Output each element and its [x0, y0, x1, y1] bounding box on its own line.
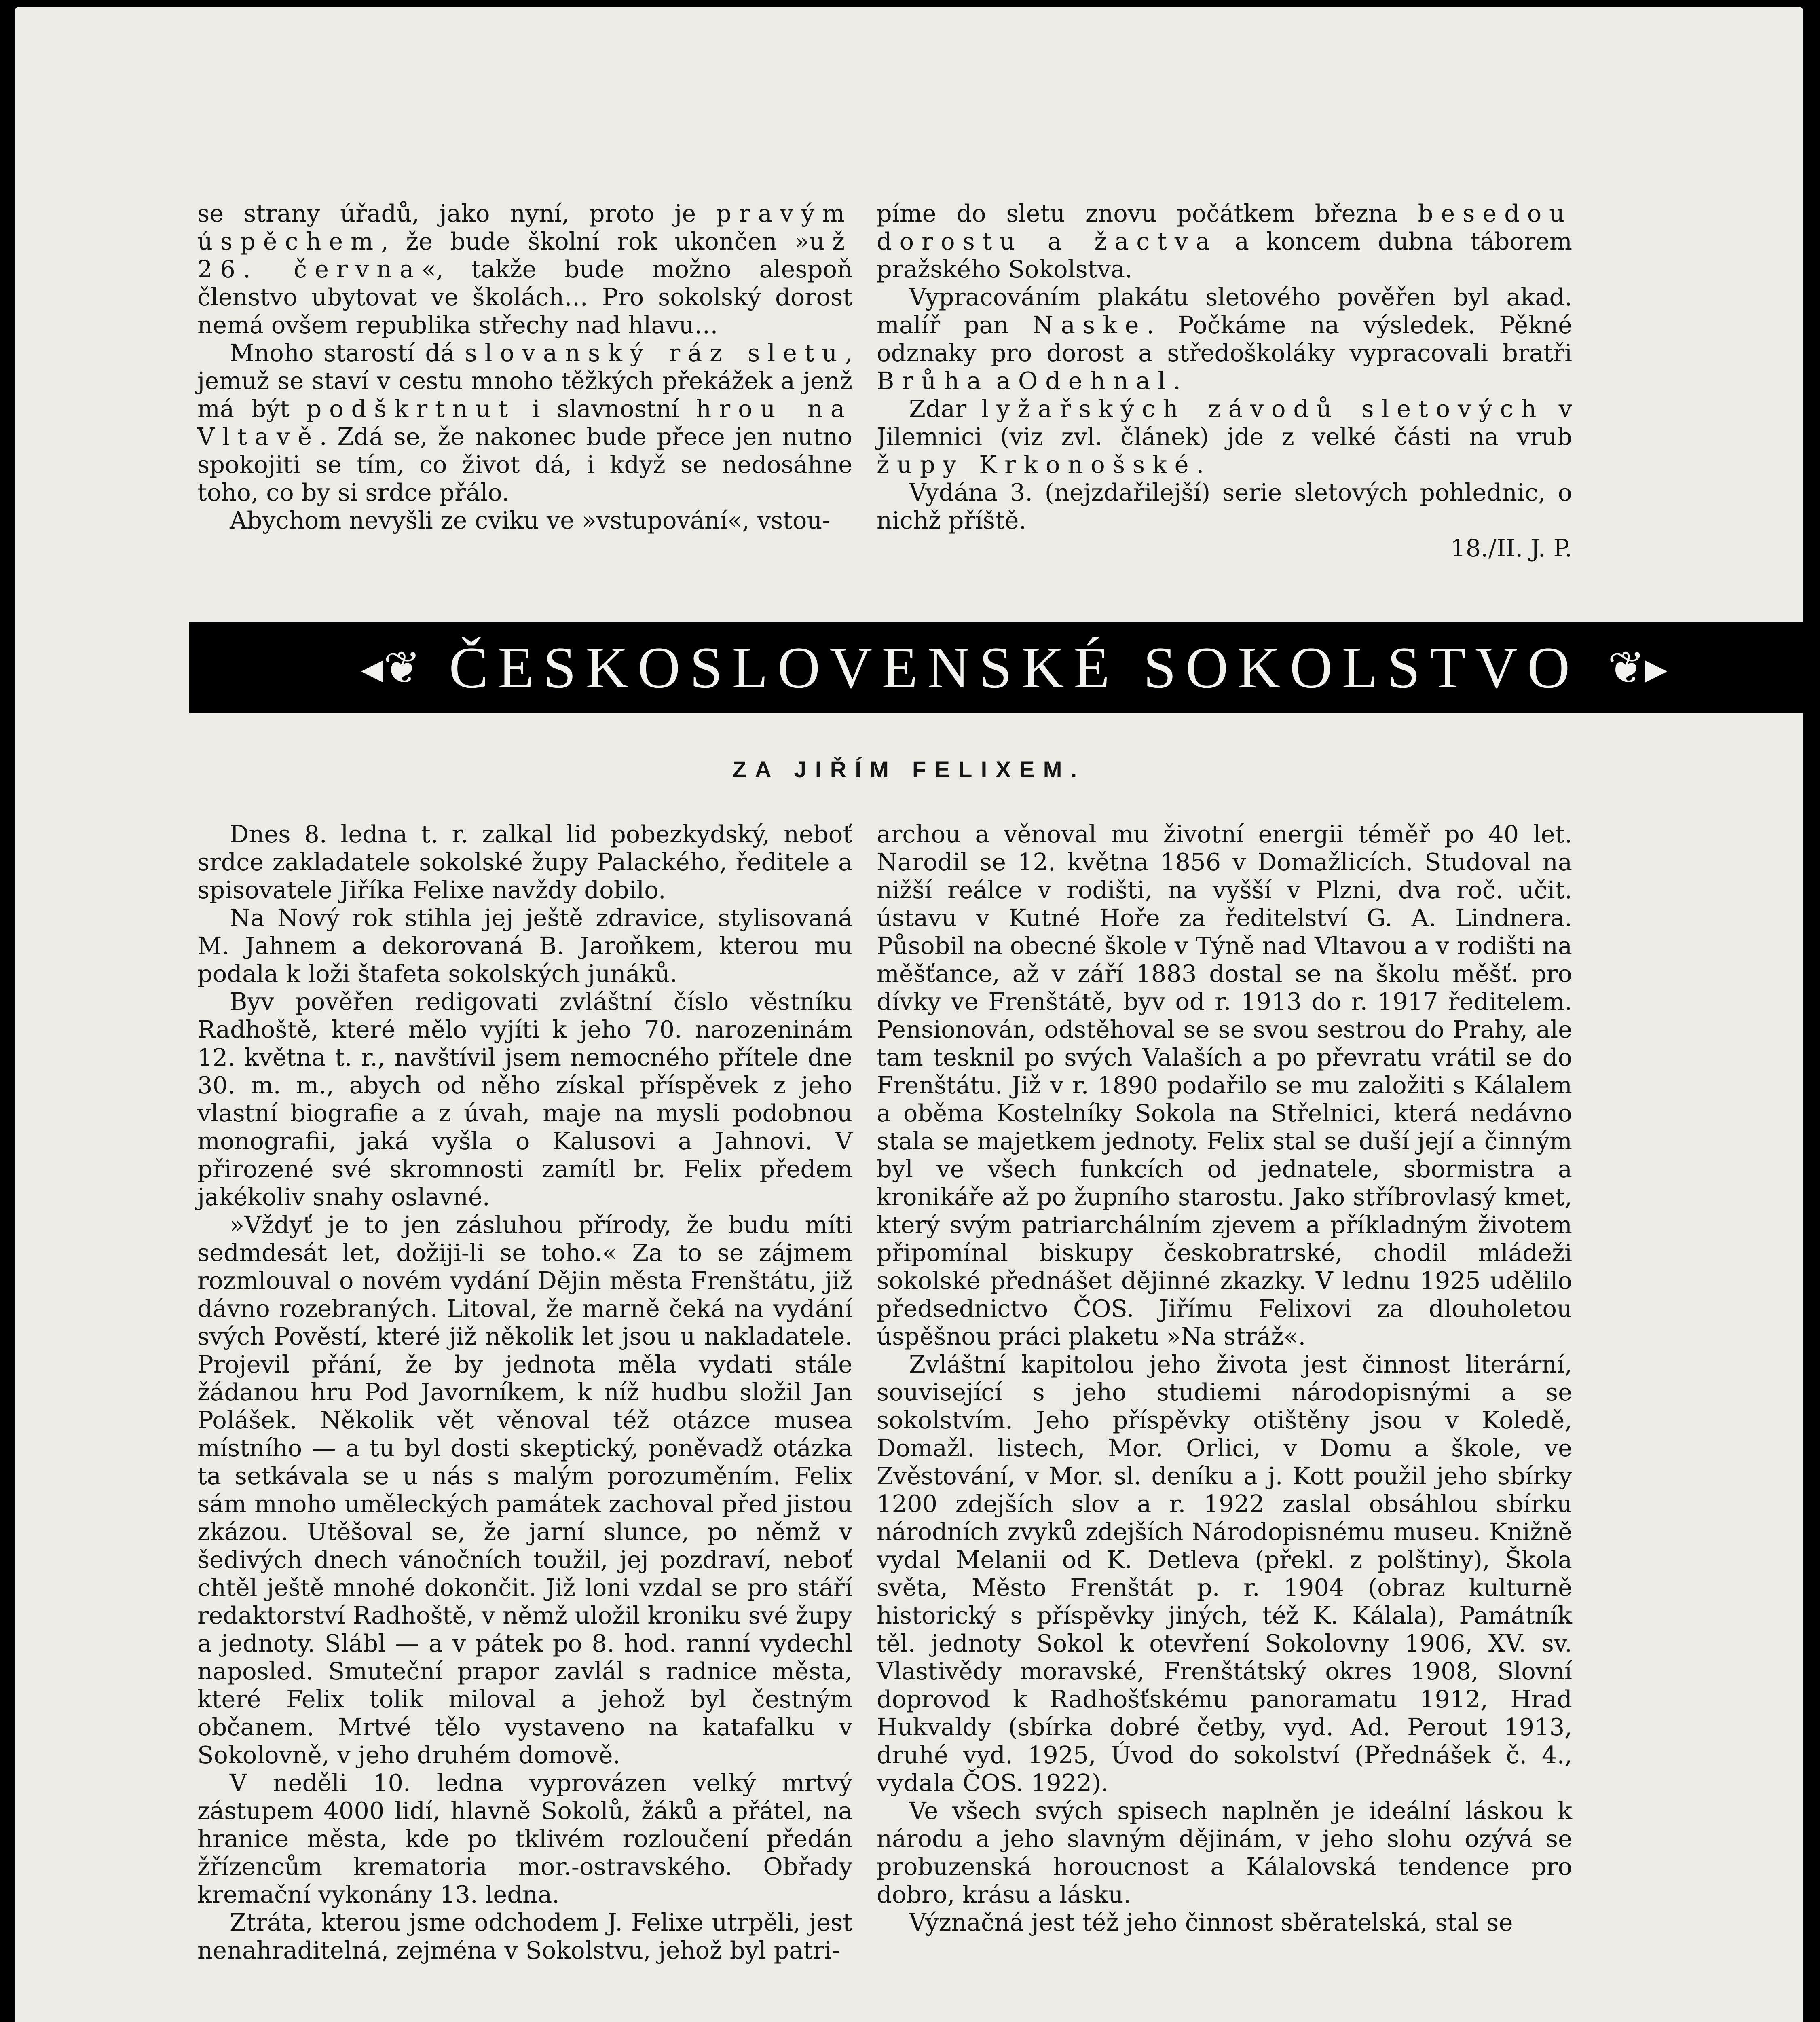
paragraph: se strany úřadů, jako nyní, proto je pravým úspěchem, že bude školní rok ukončen »už 26. června«, takže bude možno alespoň členstvo ubytovat ve školách… Pro sokolský dorost nemá ovšem republika střechy nad hlavu… — [197, 199, 852, 339]
bottom-right-column — [877, 820, 1572, 1936]
paragraph: Abychom nevyšli ze cviku ve »vstupování«, vstou- — [230, 506, 831, 534]
signature-initials: J. P. — [1530, 534, 1572, 562]
signature-date: 18./II. — [1450, 534, 1523, 562]
right-ornament-icon: ❦▸ — [1607, 641, 1668, 694]
paragraph: Ztráta, kterou jsme odchodem J. Felixe utrpěli, jest nenahraditelná, zejména v Sokolstvu, jehož byl patri- — [197, 1908, 852, 1964]
paragraph: Vypracováním plakátu sletového pověřen byl akad. malíř pan Naske. Počkáme na výsledek. Pěkné odznaky pro dorost a středoškoláky vypracovali bratři Brůha a Odehnal. — [877, 283, 1573, 395]
section-banner — [189, 622, 1803, 713]
newspaper-page — [15, 7, 1803, 2022]
paragraph: »Vždyť je to jen zásluhou přírody, že budu míti sedmdesát let, dožiji-li se toho.« Za to se zájmem rozmlouval o novém vydání Dějin města Frenštátu, již dávno rozebraných. Litoval, že marně čeká na vydání svých Pověstí, které již několik let jsou u nakladatele. Projevil přání, že by jednota měla vydati stále žádanou hru Pod Javorníkem, k níž hudbu složil Jan Polášek. Několik vět věnoval též otázce musea místního — a tu byl dosti skeptický, poněvadž otázka ta setkávala se u nás s malým porozuměním. Felix sám mnoho uměleckých památek zachoval před jistou zkázou. Utěšoval se, že jarní slunce, po němž v šedivých dnech vánočních toužil, jej pozdraví, neboť chtěl ještě mnohé dokončit. Již loni vzdal se pro stáří redaktorství Radhoště, v němž uložil kroniku své župy a jednoty. Slábl — a v pátek po 8. hod. ranní vydechl naposled. Smuteční prapor zavlál s radnice města, které Felix tolik miloval a jehož byl čestným občanem. Mrtvé tělo vystaveno na katafalku v Sokolovně, v jeho druhém domově. — [197, 1211, 852, 1769]
paragraph: Ve všech svých spisech naplněn je ideální láskou k národu a jeho slavným dějinám, v jeho slohu ozývá se probuzenská horoucnost a Kálalovská tendence pro dobro, krásu a lásku. — [877, 1797, 1572, 1908]
paragraph: Dnes 8. ledna t. r. zalkal lid pobezkydský, neboť srdce zakladatele sokolské župy Palackého, ředitele a spisovatele Jiříka Felixe navždy dobilo. — [197, 820, 852, 904]
paragraph: Význačná jest též jeho činnost sběratelská, stal se — [909, 1908, 1513, 1936]
signature-line — [877, 534, 1572, 562]
paragraph: Zvláštní kapitolou jeho života jest činnost literární, související s jeho studiemi národopisnými a se sokolstvím. Jeho příspěvky otištěny jsou v Koledě, Domažl. listech, Mor. Orlici, v Domu a škole, ve Zvěstování, v Mor. sl. deníku a j. Kott použil jeho sbírky 1200 zdejších slov a r. 1922 zaslal obsáhlou sbírku národních zvyků zdejších Národopisnému museu. Knižně vydal Melanii od K. Detleva (překl. z polštiny), Škola světa, Město Frenštát p. r. 1904 (obraz kulturně historický s příspěvky jiných, též K. Kálala), Památník těl. jednoty Sokol k otevření Sokolovny 1906, XV. sv. Vlastivědy moravské, Frenštátský okres 1908, Slovní doprovod k Radhošťskému panoramatu 1912, Hrad Hukvaldy (sbírka dobré četby, vyd. Ad. Perout 1913, druhé vyd. 1925, Úvod do sokolství (Přednášek č. 4., vydala ČOS. 1922). — [877, 1350, 1572, 1797]
paragraph: píme do sletu znovu počátkem března besedou dorostu a žactva a koncem dubna táborem pražského Sokolstva. — [877, 199, 1572, 283]
top-left-column — [197, 199, 852, 534]
paragraph: Vydána 3. (nejzdařilejší) serie sletových pohlednic, o nichž příště. — [877, 478, 1572, 534]
top-right-column — [877, 199, 1572, 562]
paragraph: archou a věnoval mu životní energii téměř po 40 let. Narodil se 12. května 1856 v Domažlicích. Studoval na nižší reálce v rodišti, na vyšší v Plzni, dva roč. učit. ústavu v Kutné Hoře za ředitelství G. A. Lindnera. Působil na obecné škole v Týně nad Vltavou a v rodišti na měšťance, až v září 1883 dostal se na školu měšť. pro dívky ve Frenštátě, byv od r. 1913 do r. 1917 ředitelem. Pensionován, odstěhoval se se svou sestrou do Prahy, ale tam tesknil po svých Valaších a po převratu vrátil se do Frenštátu. Již v r. 1890 podařilo se mu založiti s Kálalem a oběma Kostelníky Sokola na Střelnici, která nedávno stala se majetkem jednoty. Felix stal se duší její a činným byl ve všech funkcích od jednatele, sbormistra a kronikáře až po župního starostu. Jako stříbrovlasý kmet, který svým patriarchálním zjevem a příkladným životem připomínal biskupy českobratrské, chodil mládeži sokolské přednášet dějinné zkazky. V lednu 1925 udělilo předsednictvo ČOS. Jiřímu Felixovi za dlouholetou úspěšnou práci plaketu »Na stráž«. — [877, 820, 1572, 1350]
article-heading: ZA JIŘÍM FELIXEM. — [732, 757, 1086, 782]
paragraph: V neděli 10. ledna vyprovázen velký mrtvý zástupem 4000 lidí, hlavně Sokolů, žáků a přátel, na hranice města, kde po tklivém rozloučení předán žřízencům krematoria mor.-ostravského. Obřady kremační vykonány 13. ledna. — [197, 1769, 852, 1908]
paragraph: Na Nový rok stihla jej ještě zdravice, stylisovaná M. Jahnem a dekorovaná B. Jaroňkem, kterou mu podala k loži štafeta sokolských junáků. — [197, 904, 852, 988]
paragraph: Byv pověřen redigovati zvláštní číslo věstníku Radhoště, které mělo vyjíti k jeho 70. narozeninám 12. května t. r., navštívil jsem nemocného přítele dne 30. m. m., abych od něho získal příspěvek z jeho vlastní biografie a z úvah, maje na mysli podobnou monografii, jaká vyšla o Kalusovi a Jahnovi. V přirozené své skromnosti zamítl br. Felix předem jakékoliv snahy oslavné. — [197, 988, 852, 1211]
left-ornament-icon: ◂❦ — [361, 641, 421, 694]
paragraph: Zdar lyžařských závodů sletových v Jilemnici (viz zvl. článek) jde z velké části na vrub župy Krkonošské. — [877, 395, 1572, 478]
banner-title: ČESKOSLOVENSKÉ SOKOLSTVO — [449, 635, 1579, 700]
paragraph: Mnoho starostí dá slovanský ráz sletu, jemuž se staví v cestu mnoho těžkých překážek a jenž má být podškrtnut i slavnostní hrou na Vltavě. Zdá se, že nakonec bude přece jen nutno spokojiti se tím, co život dá, i když se nedosáhne toho, co by si srdce přálo. — [197, 339, 852, 506]
bottom-left-column — [197, 820, 852, 1964]
